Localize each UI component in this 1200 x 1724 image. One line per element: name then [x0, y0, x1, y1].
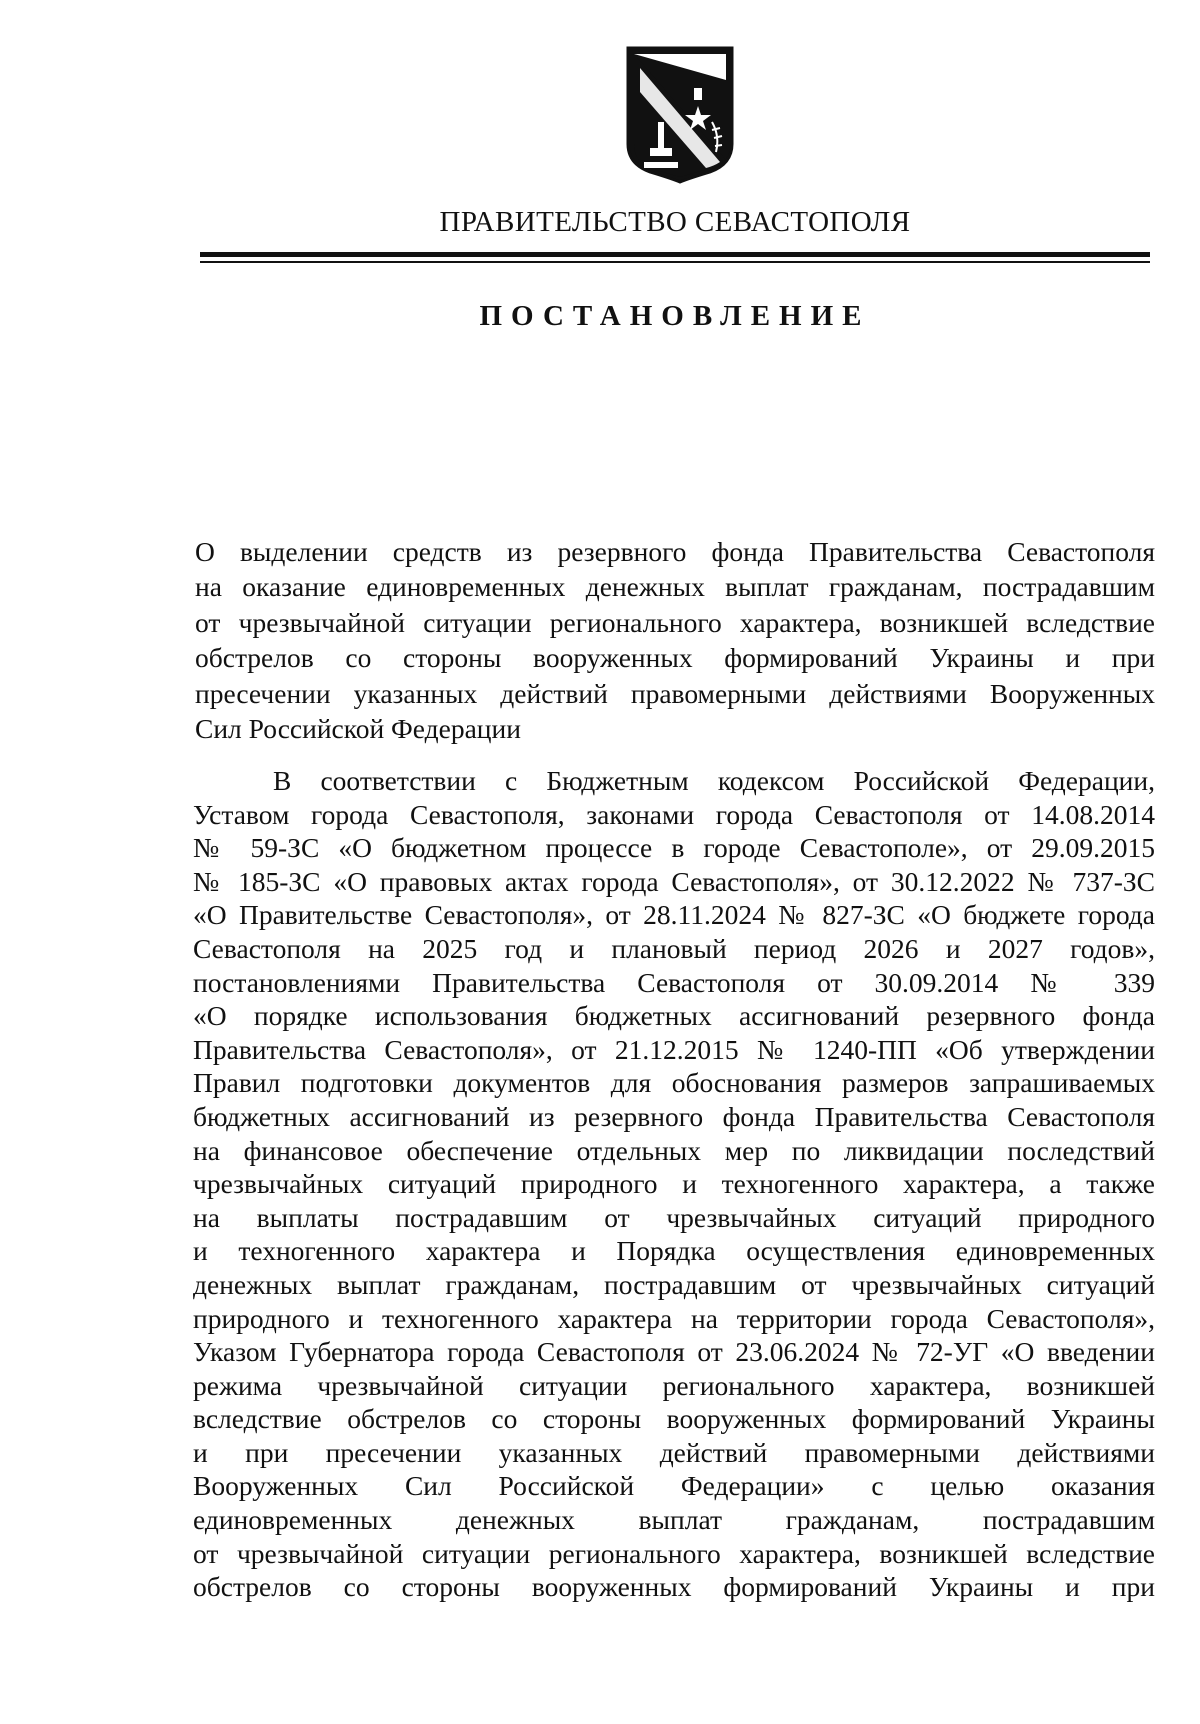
header-divider-thick: [200, 252, 1150, 257]
resolution-preamble: [193, 764, 1155, 1604]
resolution-title: [195, 534, 1155, 746]
body-line: и техногенного характера и Порядка осуществления единовременных: [193, 1235, 1155, 1267]
body-line: единовременных денежных выплат гражданам, пострадавшим: [193, 1504, 1155, 1536]
body-line: Севастополя на 2025 год и плановый период 2026 и 2027 годов»,: [193, 932, 1155, 964]
body-line: режима чрезвычайной ситуации регионального характера, возникшей: [193, 1369, 1155, 1401]
body-line: вследствие обстрелов со стороны вооруженных формирований Украины: [193, 1403, 1155, 1435]
body-line: «О Правительстве Севастополя», от 28.11.2024 № 827-ЗС «О бюджете города: [193, 899, 1155, 931]
title-line: О выделении средств из резервного фонда Правительства Севастополя: [195, 536, 1155, 567]
body-line: Указом Губернатора города Севастополя от 23.06.2024 № 72-УГ «О введении: [193, 1336, 1155, 1368]
body-line: чрезвычайных ситуаций природного и техногенного характера, а также: [193, 1168, 1155, 1200]
body-line: природного и техногенного характера на территории города Севастополя»,: [193, 1302, 1155, 1334]
body-line: В соответствии с Бюджетным кодексом Российской Федерации,: [273, 765, 1155, 796]
body-line: на финансовое обеспечение отдельных мер по ликвидации последствий: [193, 1134, 1155, 1166]
body-line: Правительства Севастополя», от 21.12.2015 № 1240-ПП «Об утверждении: [193, 1033, 1155, 1065]
header-divider-thin: [200, 261, 1150, 263]
title-line: на оказание единовременных денежных выплат гражданам, пострадавшим: [195, 571, 1155, 603]
body-line: «О порядке использования бюджетных ассигнований резервного фонда: [193, 1000, 1155, 1032]
body-line: Вооруженных Сил Российской Федерации» с целью оказания: [193, 1470, 1155, 1502]
body-line: № 185-ЗС «О правовых актах города Севастополя», от 30.12.2022 № 737-ЗС: [193, 865, 1155, 897]
body-line: бюджетных ассигнований из резервного фонда Правительства Севастополя: [193, 1100, 1155, 1132]
body-line: № 59-ЗС «О бюджетном процессе в городе Севастополе», от 29.09.2015: [193, 832, 1155, 864]
title-line: от чрезвычайной ситуации регионального характера, возникшей вследствие: [195, 606, 1155, 638]
sevastopol-coat-of-arms-icon: [620, 44, 740, 184]
title-line: пресечении указанных действий правомерными действиями Вооруженных: [195, 677, 1155, 709]
body-line: и при пресечении указанных действий правомерными действиями: [193, 1436, 1155, 1468]
body-line: обстрелов со стороны вооруженных формирований Украины и при: [193, 1571, 1155, 1603]
body-line: постановлениями Правительства Севастополя от 30.09.2014 № 339: [193, 966, 1155, 998]
title-line: обстрелов со стороны вооруженных формирований Украины и при: [195, 642, 1155, 674]
body-line: на выплаты пострадавшим от чрезвычайных ситуаций природного: [193, 1201, 1155, 1233]
title-line: Сил Российской Федерации: [195, 713, 521, 745]
document-type-heading: ПОСТАНОВЛЕНИЕ: [479, 300, 871, 332]
body-line: Уставом города Севастополя, законами города Севастополя от 14.08.2014: [193, 798, 1155, 830]
body-line: от чрезвычайной ситуации регионального характера, возникшей вследствие: [193, 1537, 1155, 1569]
body-line: Правил подготовки документов для обоснования размеров запрашиваемых: [193, 1067, 1155, 1099]
organization-name: ПРАВИТЕЛЬСТВО СЕВАСТОПОЛЯ: [439, 206, 911, 238]
body-line: денежных выплат гражданам, пострадавшим от чрезвычайных ситуаций: [193, 1268, 1155, 1300]
